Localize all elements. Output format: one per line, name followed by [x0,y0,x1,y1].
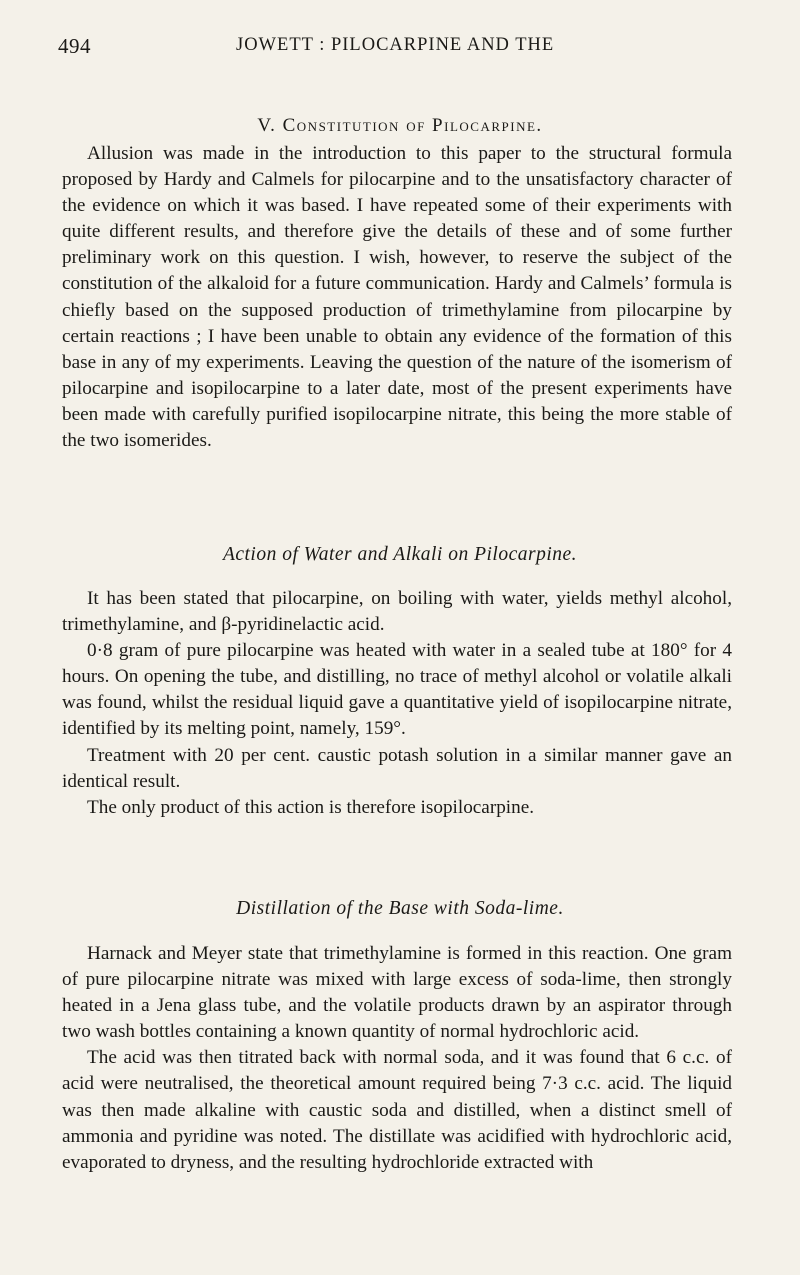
paragraph: 0·8 gram of pure pilocarpine was heated with water in a sealed tube at 180° for 4 hours. On opening the tube, and distilling, no trace of methyl alcohol or volatile alkali was found, whilst the residual liquid gave a quantitative yield of isopilocarpine nitrate, identified by its melting point, namely, 159°. [62,640,732,740]
page-number: 494 [58,34,91,58]
subsection-heading-water-alkali: Action of Water and Alkali on Pilocarpine. [222,544,578,565]
running-title: JOWETT : PILOCARPINE AND THE [236,35,555,55]
subsection-body-distillation [62,941,732,1176]
section-heading: V. Constitution of Pilocarpine. [257,115,543,136]
paragraph: The acid was then titrated back with normal soda, and it was found that 6 c.c. of acid were neutralised, the theoretical amount required being 7·3 c.c. acid. The liquid was then made alkaline with caustic soda and distilled, when a distinct smell of ammonia and pyridine was noted. The distillate was acidified with hydrochloric acid, evaporated to dryness, and the resulting hydrochloride extracted with [62,1047,732,1173]
subsection-body-water-alkali [62,586,732,821]
paragraph: Harnack and Meyer state that trimethylamine is formed in this reaction. One gram of pure pilocarpine nitrate was mixed with large excess of soda-lime, then strongly heated in a Jena glass tube, and the volatile products drawn by an aspirator through two wash bottles containing a known quantity of normal hydrochloric acid. [62,943,732,1043]
running-head [58,34,720,60]
paragraph: Treatment with 20 per cent. caustic potash solution in a similar manner gave an identical result. [62,744,732,792]
section-body [62,141,732,454]
paragraph: The only product of this action is therefore isopilocarpine. [87,796,535,818]
subsection-heading-distillation: Distillation of the Base with Soda-lime. [236,898,564,919]
paragraph: Allusion was made in the introduction to this paper to the structural formula proposed by Hardy and Calmels for pilocarpine and to the unsatisfactory character of the evidence on which it was based. I have repeated some of their experiments with quite different results, and therefore give the details of these and of some further preliminary work on this question. I wish, however, to reserve the subject of the constitution of the alkaloid for a future communication. Hardy and Calmels’ formula is chiefly based on the supposed production of trimethylamine from pilocarpine by certain reactions ; I have been unable to obtain any evidence of the formation of this base in any of my experiments. Leaving the question of the nature of the isomerism of pilocarpine and isopilocarpine to a later date, most of the present experiments have been made with carefully purified isopilocarpine nitrate, this being the more stable of the two isomerides. [62,143,732,452]
paragraph: It has been stated that pilocarpine, on boiling with water, yields methyl alcohol, trimethylamine, and β-pyridinelactic acid. [62,588,732,636]
